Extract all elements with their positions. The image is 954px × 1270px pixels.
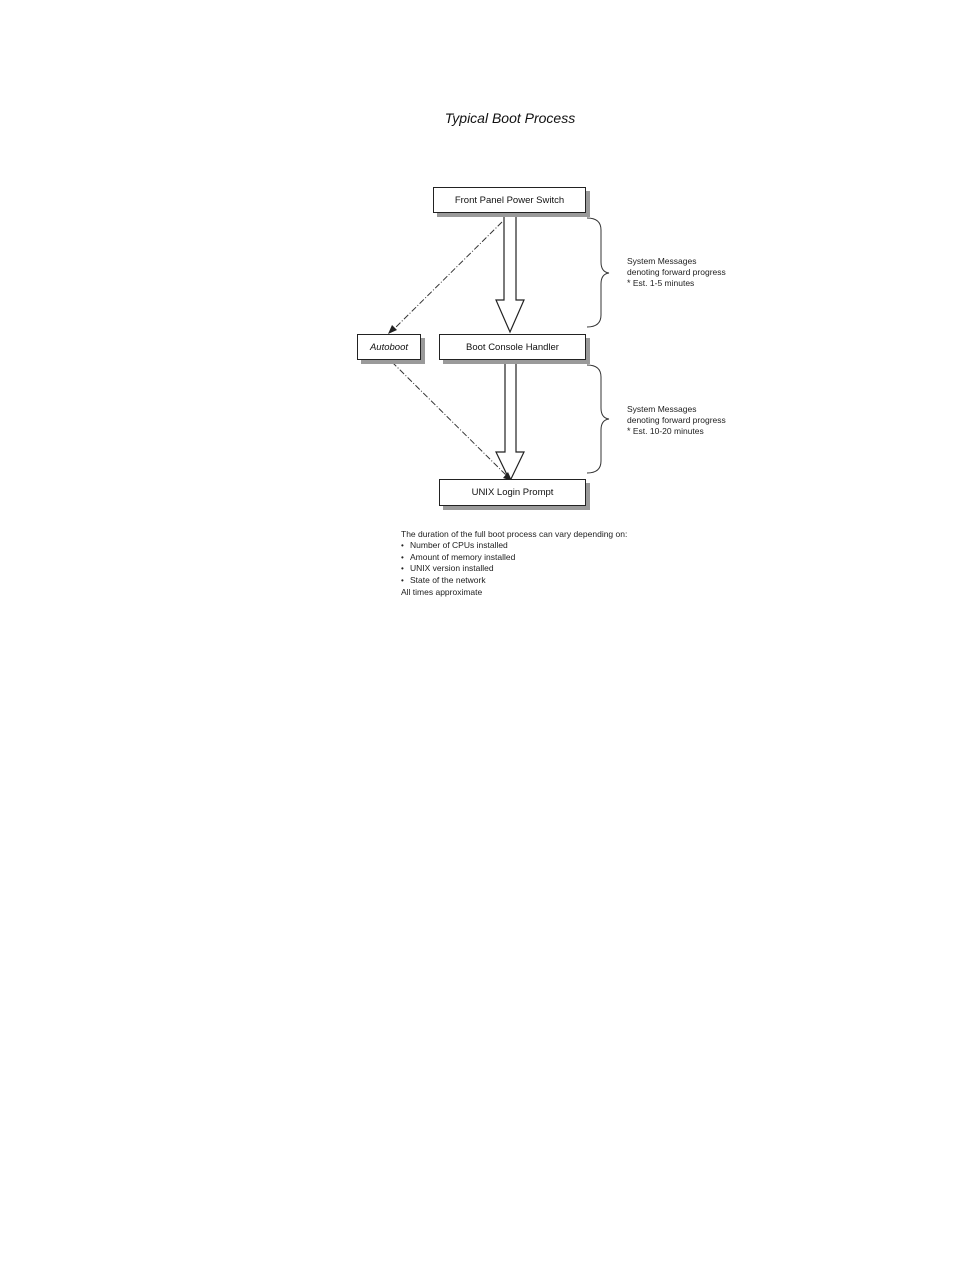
dashed-line-autoboot-to-unix [392, 362, 508, 477]
factor-list [401, 540, 627, 587]
node-front-panel-power-switch [433, 187, 586, 213]
autoboot-arrowhead [388, 325, 397, 334]
arrow-power-to-boot [496, 214, 524, 332]
note-upper [627, 256, 726, 289]
node-autoboot [357, 334, 421, 360]
node-label: UNIX Login Prompt [471, 487, 554, 498]
note-line: denoting forward progress [627, 415, 726, 425]
note-estimate: Est. 1-5 minutes [632, 278, 695, 288]
list-item: • Number of CPUs installed [401, 540, 627, 552]
note-line: System Messages [627, 256, 697, 266]
note-line: System Messages [627, 404, 697, 414]
note-line: denoting forward progress [627, 267, 726, 277]
node-label: Front Panel Power Switch [454, 194, 565, 206]
note-lower [627, 404, 726, 437]
dashed-line-power-to-autoboot [392, 222, 502, 331]
node-unix-login-prompt [439, 479, 586, 506]
brace-lower [587, 365, 609, 473]
list-item: • UNIX version installed [401, 563, 627, 575]
footer-note: All times approximate [401, 586, 483, 597]
arrow-boot-to-unix [496, 360, 524, 481]
note-estimate-row [627, 278, 726, 289]
footer-intro: The duration of the full boot process can vary depending on: [401, 529, 628, 539]
list-item: • State of the network [401, 575, 627, 587]
note-star: * [627, 426, 631, 436]
brace-upper [587, 218, 609, 327]
note-estimate-row [627, 426, 726, 437]
diagram-title: Typical Boot Process [444, 110, 576, 126]
node-label: Autoboot [369, 341, 409, 353]
footer-notes [401, 529, 627, 598]
list-item: • Amount of memory installed [401, 552, 627, 564]
note-star: * [627, 278, 631, 288]
node-boot-console-handler [439, 334, 586, 360]
node-label: Boot Console Handler [466, 341, 559, 353]
note-estimate: Est. 10-20 minutes [632, 426, 704, 436]
